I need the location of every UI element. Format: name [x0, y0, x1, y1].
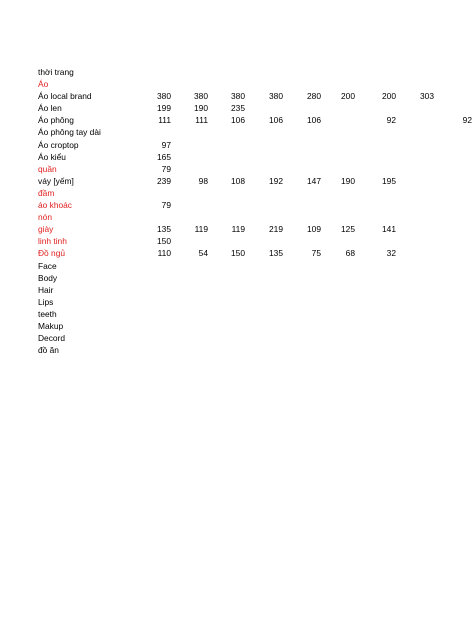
cell-value: 199	[157, 103, 171, 114]
cell-value: 125	[341, 224, 355, 235]
row-label: thời trang	[38, 67, 74, 77]
row-label: quần	[38, 163, 57, 174]
cell-value: 147	[307, 175, 321, 186]
cell-value: 108	[231, 175, 245, 186]
cell-value: 235	[231, 103, 245, 114]
sheet-row	[38, 223, 438, 235]
cell-value: 32	[386, 248, 396, 259]
row-label: váy [yếm]	[38, 175, 74, 186]
sheet-row	[38, 102, 438, 114]
sheet-row	[38, 66, 438, 78]
cell-value: 79	[161, 200, 171, 211]
row-label: Face	[38, 260, 57, 271]
cell-value: 119	[194, 224, 208, 235]
sheet-row	[38, 126, 438, 138]
row-label: Makup	[38, 320, 64, 331]
row-label: Áo kiểu	[38, 151, 66, 162]
cell-value: 165	[157, 151, 171, 162]
sheet-row	[38, 151, 438, 163]
cell-value: 195	[382, 175, 396, 186]
cell-value: 135	[269, 248, 283, 259]
sheet-row	[38, 139, 438, 151]
sheet-row	[38, 272, 438, 284]
cell-value: 75	[311, 248, 321, 259]
cell-value: 106	[307, 115, 321, 126]
cell-value: 380	[269, 91, 283, 102]
sheet-row	[38, 199, 438, 211]
row-label: Body	[38, 272, 58, 283]
cell-value: 219	[269, 224, 283, 235]
row-label: Áo len	[38, 103, 62, 114]
row-label: Áo phông tay dài	[38, 127, 101, 138]
sheet-row	[38, 211, 438, 223]
row-label: nón	[38, 212, 52, 223]
cell-value: 303	[420, 91, 434, 102]
cell-value: 68	[345, 248, 355, 259]
cell-value: 119	[231, 224, 245, 235]
sheet-row	[38, 78, 438, 90]
row-label: Lips	[38, 296, 54, 307]
sheet-row	[38, 296, 438, 308]
row-label: Hair	[38, 284, 54, 295]
sheet-row	[38, 114, 472, 126]
row-label: Đồ ngủ	[38, 248, 66, 259]
cell-value: 92	[386, 115, 396, 126]
cell-value: 79	[161, 163, 171, 174]
cell-value: 380	[231, 91, 245, 102]
sheet-row	[38, 260, 438, 272]
cell-value: 97	[161, 139, 171, 150]
cell-value: 110	[157, 248, 171, 259]
row-label: đầm	[38, 187, 55, 198]
cell-value: 106	[231, 115, 245, 126]
row-label: teeth	[38, 308, 57, 319]
cell-value: 280	[307, 91, 321, 102]
cell-value: 141	[382, 224, 396, 235]
sheet-row	[38, 187, 438, 199]
sheet-row	[38, 332, 438, 344]
cell-value: 111	[195, 115, 208, 126]
cell-value: 111	[158, 115, 171, 126]
sheet-row	[38, 284, 438, 296]
cell-value: 98	[198, 175, 208, 186]
cell-value: 380	[157, 91, 171, 102]
sheet-row	[38, 163, 438, 175]
sheet-row	[38, 247, 438, 259]
row-label: Áo	[38, 79, 49, 90]
row-label: Áo local brand	[38, 91, 92, 102]
cell-value: 190	[341, 175, 355, 186]
cell-value: 380	[194, 91, 208, 102]
row-label: Decord	[38, 333, 65, 344]
cell-value: 192	[269, 175, 283, 186]
sheet-row	[38, 320, 438, 332]
cell-value: 106	[269, 115, 283, 126]
sheet-row	[38, 175, 438, 187]
sheet-row	[38, 308, 438, 320]
cell-value: 190	[194, 103, 208, 114]
cell-value: 150	[157, 236, 171, 247]
cell-value: 54	[198, 248, 208, 259]
cell-value: 109	[307, 224, 321, 235]
cell-value: 200	[382, 91, 396, 102]
row-label: Áo croptop	[38, 139, 79, 150]
cell-value: 150	[231, 248, 245, 259]
row-label: áo khoác	[38, 200, 72, 211]
cell-value: 92	[462, 115, 472, 126]
cell-value: 239	[157, 175, 171, 186]
row-label: Áo phông	[38, 115, 74, 126]
row-label: linh tinh	[38, 236, 67, 247]
sheet-row	[38, 235, 438, 247]
sheet-row	[38, 90, 438, 102]
row-label: giày	[38, 224, 54, 235]
row-label: đồ ăn	[38, 345, 59, 356]
sheet-row	[38, 344, 438, 356]
cell-value: 135	[157, 224, 171, 235]
cell-value: 200	[341, 91, 355, 102]
spreadsheet	[38, 66, 472, 356]
